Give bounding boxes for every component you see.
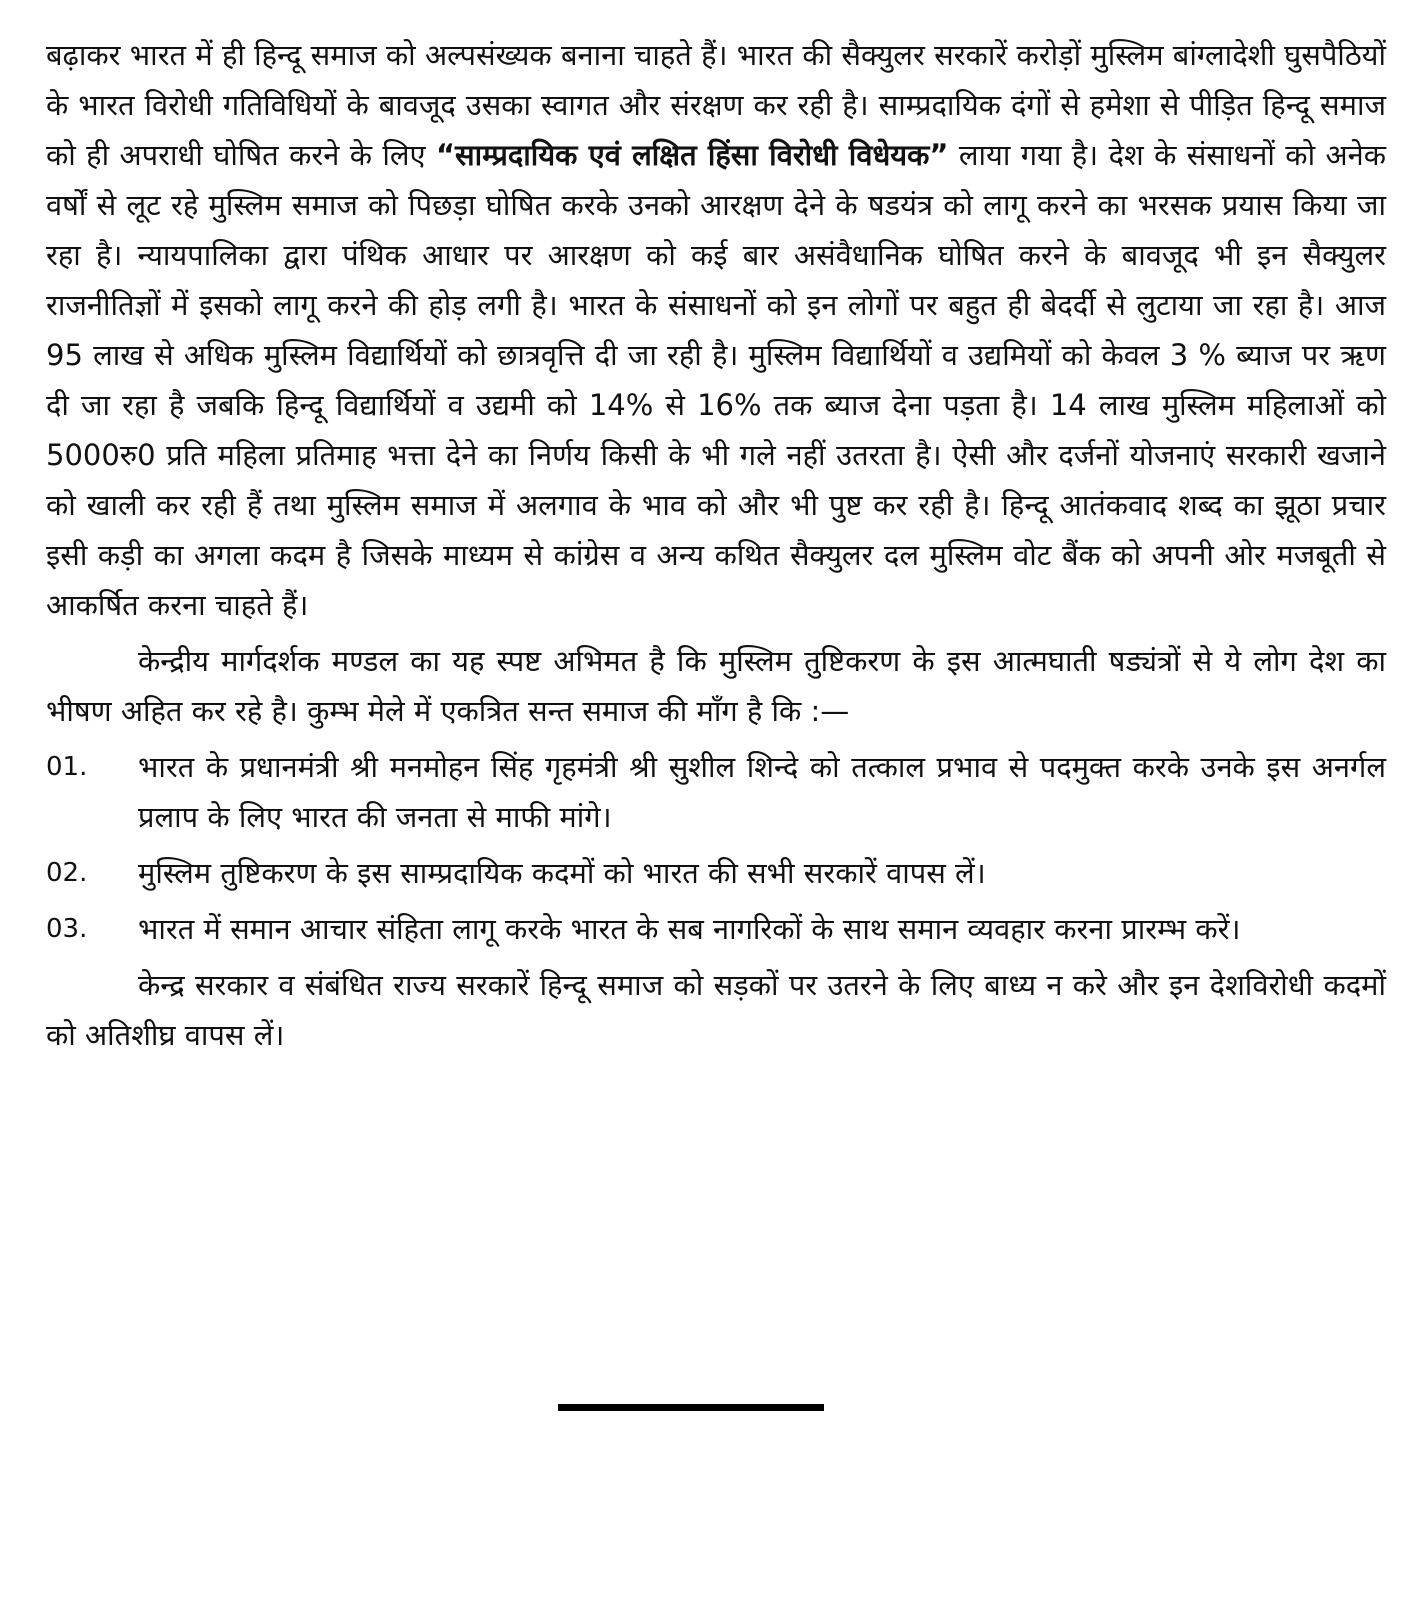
- demand-text: मुस्लिम तुष्टिकरण के इस साम्प्रदायिक कदमों को भारत की सभी सरकारें वापस लें।: [138, 856, 986, 890]
- demand-item: [46, 848, 1386, 898]
- demand-number: 01.: [46, 752, 88, 782]
- bill-name-bold: “साम्प्रदायिक एवं लक्षित हिंसा विरोधी विधेयक”: [435, 138, 949, 172]
- demand-text: भारत में समान आचार संहिता लागू करके भारत के सब नागरिकों के साथ समान व्यवहार करना प्रारम्भ करें।: [138, 912, 1241, 946]
- paragraph-1-part-2: लाया गया है। देश के संसाधनों को अनेक वर्षों से लूट रहे मुस्लिम समाज को पिछड़ा घोषित करके उनको आरक्षण देने के षडयंत्र को लागू करने का भरसक प्रयास किया जा रहा है। न्यायपालिका द्वारा पंथिक आधार पर आरक्षण को कई बार असंवैधानिक घोषित करने के बावजूद भी इन सैक्युलर राजनीतिज्ञों में इसको लागू करने की होड़ लगी है। भारत के संसाधनों को इन लोगों पर बहुत ही बेदर्दी से लुटाया जा रहा है। आज 95 लाख से अधिक मुस्लिम विद्यार्थियों को छात्रवृत्ति दी जा रही है। मुस्लिम विद्यार्थियों व उद्यमियों को केवल 3 % ब्याज पर ऋण दी जा रहा है जबकि हिन्दू विद्यार्थियों व उद्यमी को 14% से 16% तक ब्याज देना पड़ता है। 14 लाख मुस्लिम महिलाओं को 5000रु0 प्रति महिला प्रतिमाह भत्ता देने का निर्णय किसी के भी गले नहीं उतरता है। ऐसी और दर्जनों योजनाएं सरकारी खजाने को खाली कर रही हैं तथा मुस्लिम समाज में अलगाव के भाव को और भी पुष्ट कर रही है। हिन्दू आतंकवाद शब्द का झूठा प्रचार इसी कड़ी का अगला कदम है जिसके माध्यम से कांग्रेस व अन्य कथित सैक्युलर दल मुस्लिम वोट बैंक को अपनी ओर मजबूती से आकर्षित करना चाहते हैं।: [46, 138, 1387, 622]
- document-page: [46, 30, 1386, 1060]
- paragraph-3: केन्द्र सरकार व संबंधित राज्य सरकारें हिन्दू समाज को सड़कों पर उतरने के लिए बाध्य न करे और इन देशविरोधी कदमों को अतिशीघ्र वापस लें।: [46, 968, 1386, 1052]
- demand-text: भारत के प्रधानमंत्री श्री मनमोहन सिंह गृहमंत्री श्री सुशील शिन्दे को तत्काल प्रभाव से पदमुक्त करके उनके इस अनर्गल प्रलाप के लिए भारत की जनता से माफी मांगे।: [138, 750, 1386, 834]
- end-divider: [558, 1404, 824, 1411]
- demand-item: [46, 742, 1386, 842]
- paragraph-1: [46, 30, 1386, 630]
- paragraph-1-part-1: बढ़ाकर भारत में ही हिन्दू समाज को अल्पसंख्यक बनाना चाहते हैं। भारत की सैक्युलर सरकारें करोड़ों मुस्लिम बांग्लादेशी घुसपैठियों के भारत विरोधी गतिविधियों के बावजूद उसका स्वागत और संरक्षण कर रही है। साम्प्रदायिक दंगों से हमेशा से पीड़ित हिन्दू समाज को ही अपराधी घोषित करने के लिए: [46, 38, 1386, 172]
- demands-list: [46, 742, 1386, 954]
- demand-number: 02.: [46, 858, 88, 888]
- demand-item: [46, 904, 1386, 954]
- demand-number: 03.: [46, 914, 88, 944]
- paragraph-2: केन्द्रीय मार्गदर्शक मण्डल का यह स्पष्ट अभिमत है कि मुस्लिम तुष्टिकरण के इस आत्मघाती षड्यंत्रों से ये लोग देश का भीषण अहित कर रहे है। कुम्भ मेले में एकत्रित सन्त समाज की माँग है कि :—: [46, 644, 1386, 728]
